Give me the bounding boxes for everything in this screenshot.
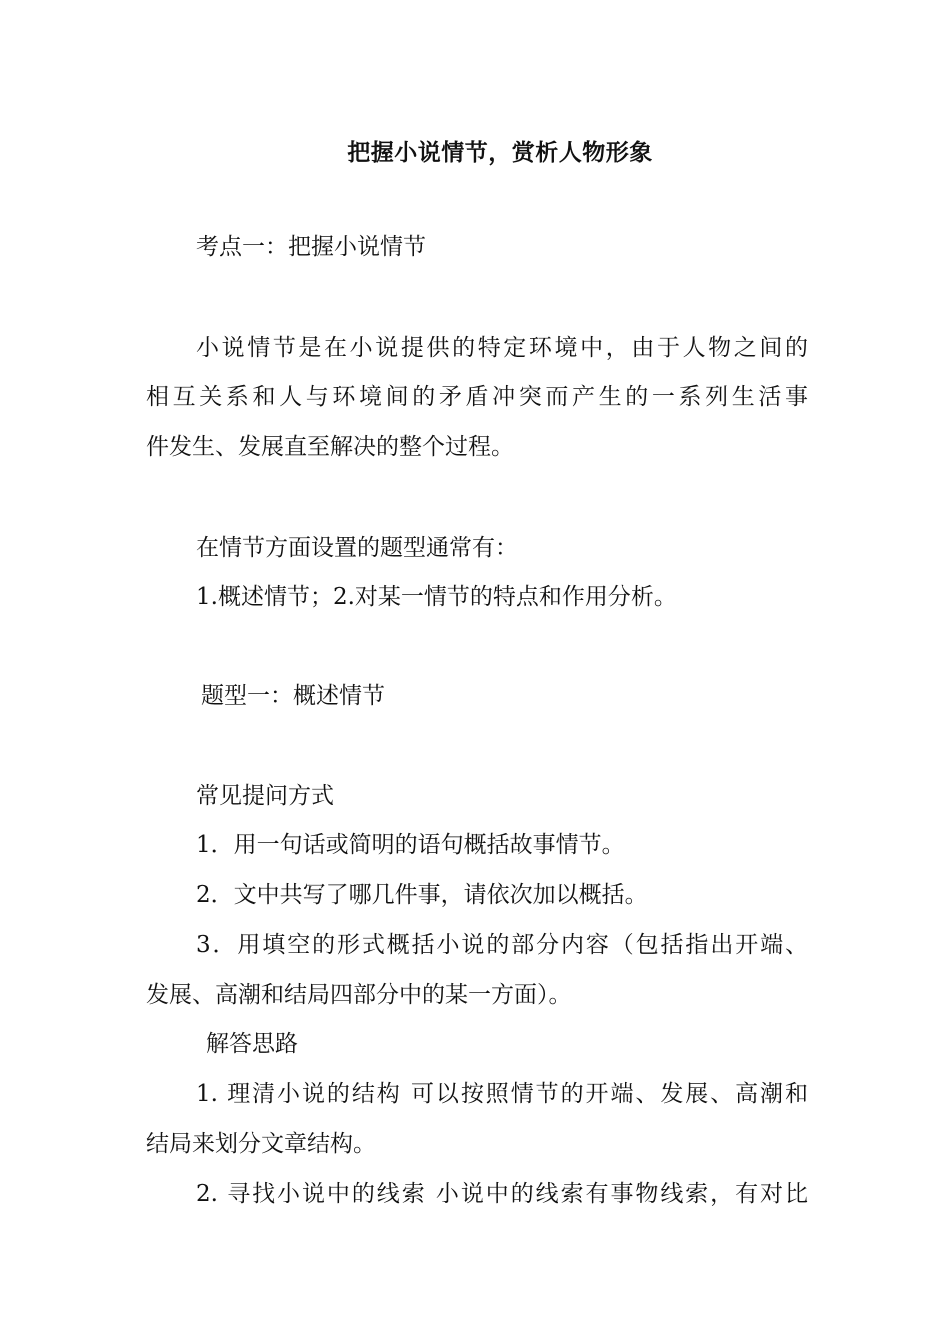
approach-item-continued: 结局来划分文章结构。 [146,1131,376,1157]
common-question-item: 1．用一句话或简明的语句概括故事情节。 [196,832,625,858]
common-question-item: 2．文中共写了哪几件事，请依次加以概括。 [196,882,648,908]
intro-paragraph-line-1: 小说情节是在小说提供的特定环境中，由于人物之间的 [196,335,808,361]
type-heading: 题型一：概述情节 [201,683,385,709]
section-heading: 考点一：把握小说情节 [196,234,426,260]
question-types-list: 1.概述情节；2.对某一情节的特点和作用分析。 [196,584,677,610]
common-question-item: 3．用填空的形式概括小说的部分内容（包括指出开端、 [196,932,808,958]
intro-paragraph-line-3: 件发生、发展直至解决的整个过程。 [146,434,514,460]
document-title: 把握小说情节，赏析人物形象 [347,139,653,166]
intro-paragraph-line-2: 相互关系和人与环境间的矛盾冲突而产生的一系列生活事 [146,384,808,410]
common-question-item-continued: 发展、高潮和结局四部分中的某一方面）。 [146,982,572,1008]
approach-item: 1. 理清小说的结构 可以按照情节的开端、发展、高潮和 [196,1081,808,1107]
approach-heading: 解答思路 [206,1031,298,1057]
question-types-intro: 在情节方面设置的题型通常有： [196,535,518,561]
approach-item: 2. 寻找小说中的线索 小说中的线索有事物线索，有对比 [196,1181,808,1207]
common-questions-heading: 常见提问方式 [196,783,334,809]
